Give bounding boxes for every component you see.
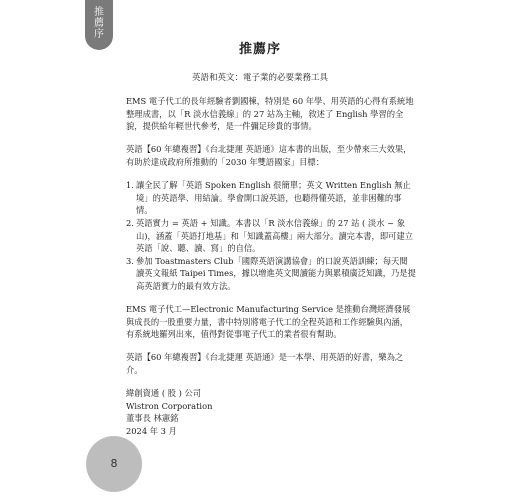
- list-item-number: 3.: [126, 255, 134, 266]
- list-item-text: 讓全民了解「英語 Spoken English 很簡單；英文 Written English 無止境」的英語學、用結論。學會開口說英語，也聽得懂英語，並非困難的事情。: [136, 180, 411, 216]
- signature-company-en: Wistron Corporation: [126, 400, 213, 411]
- page-title: 推薦序: [238, 42, 281, 57]
- list-item-text: 參加 Toastmasters Club「國際英語演講協會」的口說英語訓練；每天閱讀英文報紙 Taipei Times，據以增進英文閱讀能力與累積廣泛知識，乃是提高英語實力的最有效方法。: [136, 255, 416, 291]
- list-item: [126, 217, 416, 255]
- signature-block: [126, 387, 416, 437]
- signature-date: 2024 年 3 月: [126, 426, 177, 437]
- effects-list: [126, 179, 416, 292]
- body-text: [126, 95, 416, 438]
- paragraph-ems: EMS 電子代工—Electronic Manufacturing Service 是推動台灣經濟發展與成長的一股重要力量，書中特別將電子代工的全程英語和工作經驗與內涵，有系統地羅列出來，值得對從事電子代工的業者很有幫助。: [126, 304, 411, 340]
- paragraph-effects: 英語【60 年總複習】《台北捷運 英語通》這本書的出版，至少帶來三大效果，有助於達成政府所推動的「2030 年雙語國家」目標：: [126, 144, 412, 167]
- section-tab-char: 薦: [94, 18, 104, 29]
- signature-company-zh: 緯創資通 ( 股 ) 公司: [126, 388, 202, 399]
- list-item-text: 英語實力 = 英語 + 知識。本書以「R 淡水信義線」的 27 站 ( 淡水 ~ 象山)，涵蓋「英語打地基」和「知識蓋高樓」兩大部分。讀完本書，即可建立英語「說、聽、讀、寫」的自信。: [136, 217, 414, 254]
- list-item: [126, 179, 416, 217]
- page-subtitle: 英語和英文：電子業的必要業務工具: [191, 73, 328, 83]
- section-tab-char: 推: [94, 7, 104, 18]
- list-item-number: 2.: [126, 217, 134, 228]
- paragraph-recommend: 英語【60 年總複習】《台北捷運 英語通》是一本學、用英語的好書，樂為之介。: [126, 352, 404, 376]
- section-tab-char: 序: [94, 29, 104, 40]
- list-item-number: 1.: [126, 180, 134, 191]
- signature-role: 董事長 林憲銘: [126, 413, 179, 424]
- paragraph-intro: EMS 電子代工的長年經驗者劉國棟，特別是 60 年學、用英語的心得有系統地整理成書，以「R 淡水信義線」的 27 站為主軸，敘述了 English 學習的全貌，提供給年輕世代參考，是一件彌足珍貴的事情。: [126, 96, 414, 132]
- list-item: [126, 255, 416, 293]
- page-number: 8: [110, 457, 118, 470]
